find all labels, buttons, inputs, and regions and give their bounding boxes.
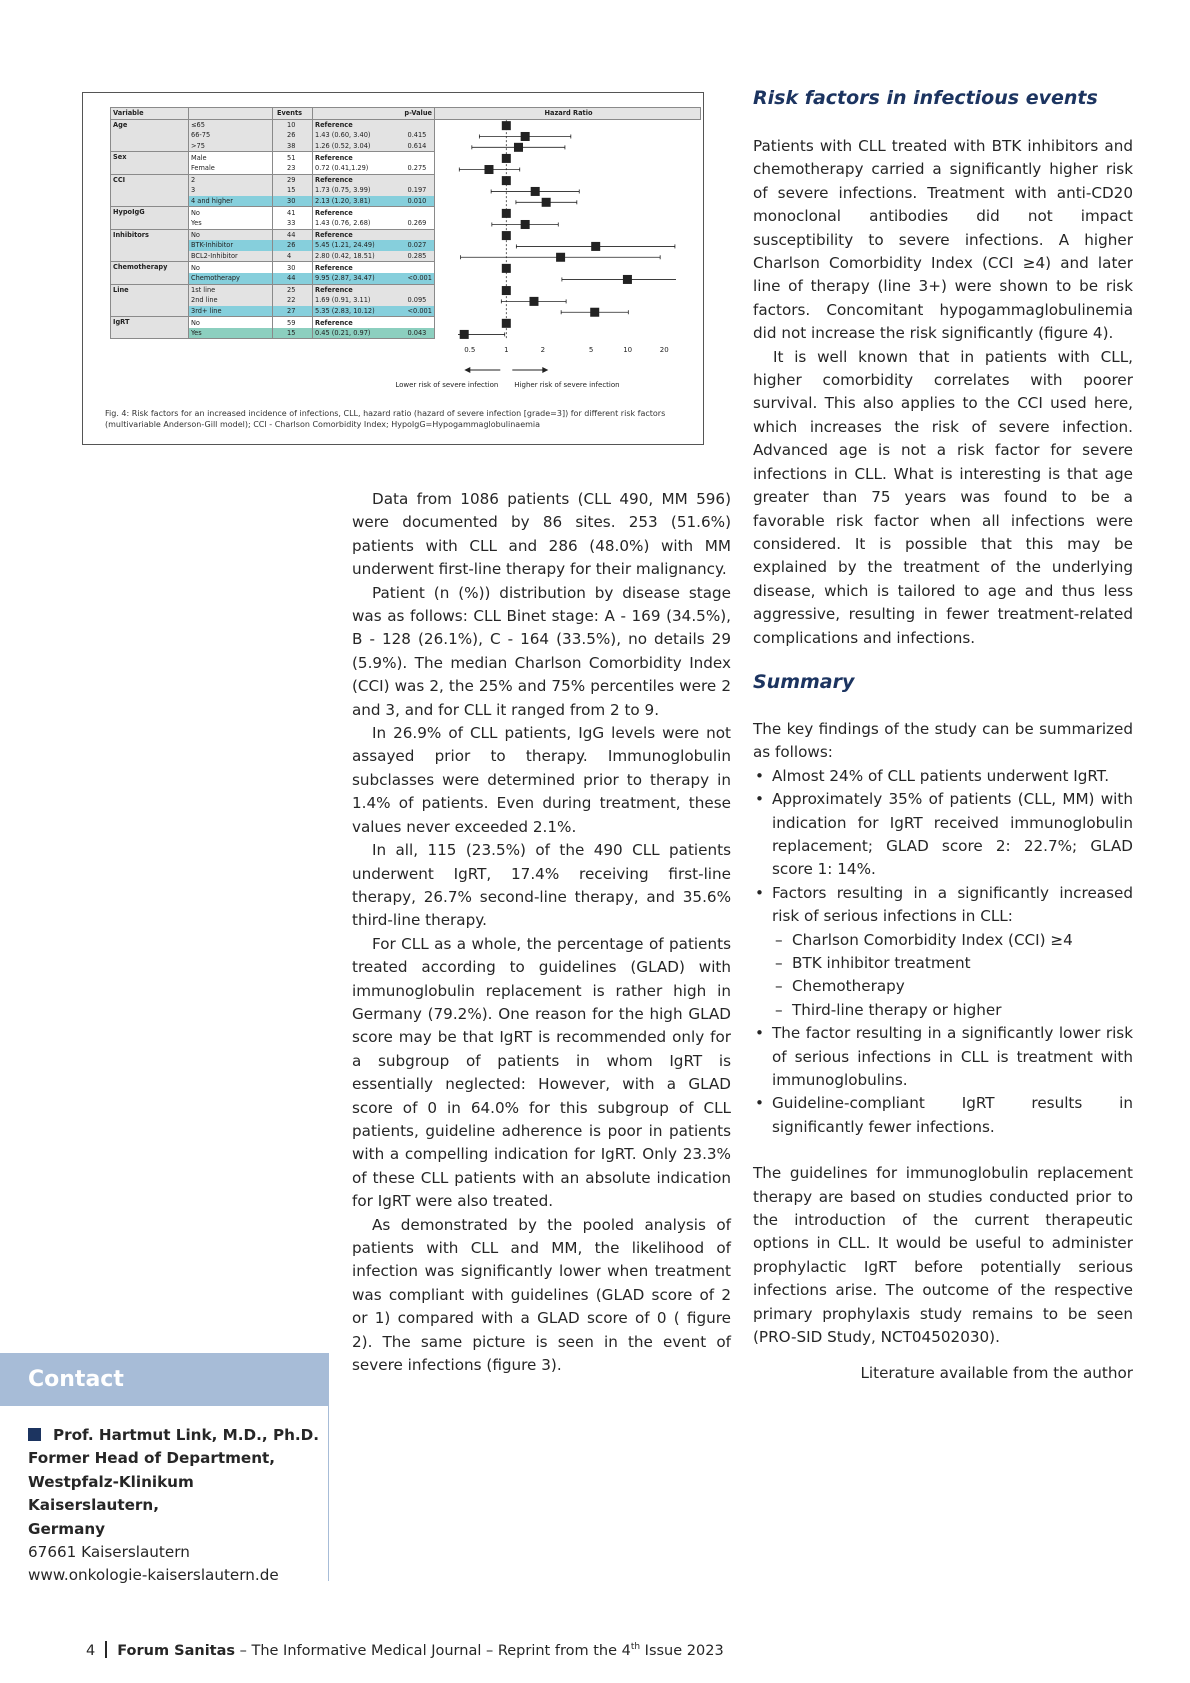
level-cell: 66-75 xyxy=(189,130,273,141)
level-cell: 2 xyxy=(189,174,273,185)
paragraph: As demonstrated by the pooled analysis of patients with CLL and MM, the likelihood of infection was significantly lower when treatment was compliant with guidelines (GLAD score of 2 or 1) compared with a GLAD score of 0 ( figure 2). The same picture is seen in the event of severe infections (figure 3). xyxy=(352,1215,731,1375)
footer-separator xyxy=(105,1641,107,1658)
axis-tick-label: 0.5 xyxy=(464,345,476,354)
estimate-cell: Reference xyxy=(315,208,353,217)
pvalue-cell: 0.197 xyxy=(400,185,435,196)
contact-heading: Contact xyxy=(0,1353,329,1406)
events-cell: 4 xyxy=(273,251,313,262)
level-cell: No xyxy=(191,263,200,272)
level-cell: No xyxy=(191,208,200,217)
variable-cell: Inhibitors xyxy=(111,229,189,262)
variable-cell: Age xyxy=(111,119,189,152)
hazard-ratio-marker xyxy=(514,143,523,152)
footer-tagline-a: – The Informative Medical Journal – Reprint from the 4 xyxy=(235,1643,631,1659)
events-cell: 44 xyxy=(273,273,313,284)
hazard-ratio-marker xyxy=(502,209,511,218)
sub-list-item: – Charlson Comorbidity Index (CCI) ≥4 xyxy=(753,929,1133,952)
paragraph: For CLL as a whole, the percentage of patients treated according to guidelines (GLAD) with immunoglobulin replacement is rather high in Germany (79.2%). One reason for the high GLAD score may be that IgRT is recommended only for a subgroup of patients in whom IgRT is essentially neglected: However, with a GLAD score of 0 in 64.0% for this subgroup of CLL patients, guideline adherence is poor in patients with a compelling indication for IgRT. Only 23.3% of these CLL patients with an absolute indication for IgRT were also treated. xyxy=(352,934,731,1211)
estimate-cell: 1.43 (0.76, 2.68) xyxy=(313,218,400,229)
level-cell: >75 xyxy=(189,141,273,152)
sub-list-item: – BTK inhibitor treatment xyxy=(753,952,1133,975)
hazard-ratio-marker xyxy=(542,198,551,207)
level-cell: BTK-Inhibitor xyxy=(189,240,273,251)
journal-name: Forum Sanitas xyxy=(117,1643,236,1659)
events-cell: 59 xyxy=(273,317,313,328)
events-cell: 22 xyxy=(273,295,313,306)
contact-divider xyxy=(328,1406,329,1581)
pvalue-cell: 0.010 xyxy=(400,196,435,207)
estimate-cell: Reference xyxy=(313,229,400,240)
level-cell: Yes xyxy=(189,218,273,229)
hazard-ratio-marker xyxy=(502,264,511,273)
hazard-ratio-marker xyxy=(502,121,511,130)
level-cell: BCL2-Inhibitor xyxy=(189,251,273,262)
right-column xyxy=(753,87,1133,1385)
estimate-cell: Reference xyxy=(313,174,400,185)
level-cell: 2nd line xyxy=(189,295,273,306)
level-cell: Female xyxy=(189,163,273,174)
pvalue-cell: 0.027 xyxy=(400,240,435,251)
contact-website[interactable]: www.onkologie-kaiserslautern.de xyxy=(28,1566,279,1585)
contact-organization: Westpfalz-Klinikum Kaiserslautern, xyxy=(28,1472,194,1515)
pvalue-cell: 0.269 xyxy=(400,218,435,229)
pvalue-cell: 0.285 xyxy=(400,251,435,262)
pvalue-cell: 0.043 xyxy=(400,328,435,339)
level-cell: No xyxy=(189,229,273,240)
list-item: • Approximately 35% of patients (CLL, MM) with indication for IgRT received immunoglobulin replacement; GLAD score 2: 22.7%; GLAD score 1: 14%. xyxy=(753,788,1133,882)
hazard-ratio-marker xyxy=(521,132,530,141)
level-cell: 4 and higher xyxy=(189,196,273,207)
variable-cell: HypoIgG xyxy=(111,207,189,229)
estimate-cell: Reference xyxy=(313,119,400,130)
square-bullet-icon xyxy=(28,1428,41,1441)
page-footer xyxy=(86,1641,724,1659)
events-cell: 38 xyxy=(273,141,313,152)
estimate-cell: 5.45 (1.21, 24.49) xyxy=(313,240,400,251)
middle-column xyxy=(352,488,731,1377)
hazard-ratio-marker xyxy=(591,242,600,251)
hazard-ratio-marker xyxy=(484,165,493,174)
estimate-cell: 1.73 (0.75, 3.99) xyxy=(313,185,400,196)
pvalue-cell: <0.001 xyxy=(400,273,435,284)
estimate-cell: 5.35 (2.83, 10.12) xyxy=(313,306,400,317)
variable-cell: Chemotherapy xyxy=(111,262,189,284)
higher-risk-label: Higher risk of severe infection xyxy=(514,380,620,389)
hazard-ratio-marker xyxy=(531,187,540,196)
header-variable: Variable xyxy=(111,108,189,120)
level-cell: 3 xyxy=(189,185,273,196)
paragraph: The guidelines for immunoglobulin replacement therapy are based on studies conducted prior to the introduction of the current therapeutic options in CLL. It would be useful to administer prophylactic IgRT before potentially serious infections arise. The outcome of the respective primary prophylaxis study remains to be seen (PRO-SID Study, NCT04502030). xyxy=(753,1164,1133,1347)
pvalue-cell: 0.275 xyxy=(400,163,435,174)
events-cell: 10 xyxy=(273,119,313,130)
level-cell: No xyxy=(191,318,200,327)
estimate-cell: 2.13 (1.20, 3.81) xyxy=(313,196,400,207)
pvalue-cell: 0.415 xyxy=(400,130,435,141)
paragraph: In 26.9% of CLL patients, IgG levels were not assayed prior to therapy. Immunoglobulin subclasses were determined prior to therapy in 1.4% of patients. Even during treatment, these values never exceeded 2.1%. xyxy=(352,724,731,836)
level-cell: Chemotherapy xyxy=(189,273,273,284)
estimate-cell: 9.95 (2.87, 34.47) xyxy=(313,273,400,284)
hazard-ratio-marker xyxy=(502,231,511,240)
level-cell: 3rd+ line xyxy=(189,306,273,317)
heading-summary: Summary xyxy=(753,670,855,693)
hazard-ratio-marker xyxy=(460,330,469,339)
estimate-cell: 0.45 (0.21, 0.97) xyxy=(313,328,400,339)
sub-list-item: – Third-line therapy or higher xyxy=(753,999,1133,1022)
hazard-ratio-marker xyxy=(502,176,511,185)
contact-box xyxy=(28,1424,328,1588)
events-cell: 26 xyxy=(273,240,313,251)
events-cell: 30 xyxy=(273,196,313,207)
summary-list xyxy=(753,765,1133,1140)
hazard-ratio-marker xyxy=(502,286,511,295)
paragraph: Data from 1086 patients (CLL 490, MM 596) were documented by 86 sites. 253 (51.6%) patients with CLL and 286 (48.0%) with MM underwent first-line therapy for their malignancy. xyxy=(352,490,731,579)
estimate-cell: 1.69 (0.91, 3.11) xyxy=(313,295,400,306)
estimate-cell: Reference xyxy=(315,153,353,162)
variable-cell: Line xyxy=(111,284,189,317)
paragraph: The key findings of the study can be summarized as follows: xyxy=(753,719,1133,762)
events-cell: 30 xyxy=(273,262,313,273)
contact-country: Germany xyxy=(28,1519,106,1538)
events-cell: 29 xyxy=(273,174,313,185)
hazard-ratio-marker xyxy=(521,220,530,229)
level-cell: Yes xyxy=(189,328,273,339)
estimate-cell: Reference xyxy=(313,284,400,295)
events-cell: 26 xyxy=(273,130,313,141)
events-cell: 41 xyxy=(273,207,313,218)
hazard-ratio-marker xyxy=(590,308,599,317)
pvalue-cell: 0.614 xyxy=(400,141,435,152)
paragraph: In all, 115 (23.5%) of the 490 CLL patients underwent IgRT, 17.4% receiving first-line therapy, 26.7% second-line therapy, and 35.6% third-line therapy. xyxy=(352,841,731,930)
variable-cell: IgRT xyxy=(111,317,189,339)
level-cell: 1st line xyxy=(189,284,273,295)
heading-risk-factors: Risk factors in infectious events xyxy=(753,87,1098,109)
estimate-cell: 2.80 (0.42, 18.51) xyxy=(313,251,400,262)
list-item: • Factors resulting in a significantly increased risk of serious infections in CLL: xyxy=(753,882,1133,929)
higher-risk-arrowhead xyxy=(542,367,548,373)
forest-plot xyxy=(83,93,705,393)
lower-risk-arrowhead xyxy=(464,367,470,373)
hazard-ratio-marker xyxy=(556,253,565,262)
footer-superscript: th xyxy=(630,1642,641,1653)
estimate-cell: 1.26 (0.52, 3.04) xyxy=(313,141,400,152)
pvalue-cell: <0.001 xyxy=(400,306,435,317)
events-cell: 23 xyxy=(273,163,313,174)
estimate-cell: 1.43 (0.60, 3.40) xyxy=(313,130,400,141)
axis-tick-label: 10 xyxy=(623,345,633,354)
axis-tick-label: 2 xyxy=(540,345,546,354)
axis-tick-label: 5 xyxy=(588,345,594,354)
sub-list-item: – Chemotherapy xyxy=(753,975,1133,998)
lower-risk-label: Lower risk of severe infection xyxy=(395,380,499,389)
footer-tagline-b: Issue 2023 xyxy=(640,1643,724,1659)
hazard-ratio-marker xyxy=(529,297,538,306)
events-cell: 44 xyxy=(273,229,313,240)
figure-4 xyxy=(82,92,704,445)
list-item: • Almost 24% of CLL patients underwent IgRT. xyxy=(753,765,1133,788)
events-cell: 15 xyxy=(273,185,313,196)
events-cell: 51 xyxy=(273,152,313,163)
paragraph: Patients with CLL treated with BTK inhibitors and chemotherapy carried a significantly higher risk of severe infections. Treatment with anti-CD20 monoclonal antibodies did not impact susceptibility to severe infections. A higher Charlson Comorbidity Index (CCI ≥4) and later line of therapy (line 3+) were shown to be risk factors. Concomitant hypogammaglobulinemia did not increase the risk significantly (figure 4). xyxy=(753,137,1133,343)
hazard-ratio-marker xyxy=(502,319,511,328)
events-cell: 27 xyxy=(273,306,313,317)
list-item: • The factor resulting in a significantly lower risk of serious infections in CLL is treatment with immunoglobulins. xyxy=(753,1022,1133,1092)
estimate-cell: 0.72 (0.41,1.29) xyxy=(313,163,400,174)
literature-note: Literature available from the author xyxy=(860,1363,1133,1382)
hazard-ratio-marker xyxy=(502,154,511,163)
list-item: • Guideline-compliant IgRT results in significantly fewer infections. xyxy=(753,1092,1133,1139)
axis-tick-label: 1 xyxy=(504,345,509,354)
contact-name: Prof. Hartmut Link, M.D., Ph.D. xyxy=(53,1426,320,1444)
events-cell: 15 xyxy=(273,328,313,339)
level-cell: Male xyxy=(191,153,207,162)
header-hazard-ratio: Hazard Ratio xyxy=(435,108,701,120)
paragraph: It is well known that in patients with CLL, higher comorbidity correlates with poorer survival. This also applies to the CCI used here, which increases the risk of severe infection. Advanced age is not a risk factor for severe infections in CLL. What is interesting is that age greater than 75 years was found to be a favorable risk factor when all infections were considered. It is possible that this may be explained by the treatment of the underlying disease, which is tailored to age and thus less aggressive, resulting in fewer treatment-related complications and infections. xyxy=(753,347,1133,647)
events-cell: 33 xyxy=(273,218,313,229)
axis-tick-label: 20 xyxy=(659,345,669,354)
figure-caption: Fig. 4: Risk factors for an increased incidence of infections, CLL, hazard ratio (hazard of severe infection [grade=3]) for different risk factors (multivariable Anderson-Gill model); CCI - Charlson Comorbidity Index; HypoIgG=Hypogammaglobulinaemia xyxy=(105,409,666,429)
page-number: 4 xyxy=(86,1643,96,1659)
header-pvalue: p-Value xyxy=(400,108,435,120)
paragraph: Patient (n (%)) distribution by disease stage was as follows: CLL Binet stage: A - 169 (34.5%), B - 128 (26.1%), C - 164 (33.5%), no details 29 (5.9%). The median Charlson Comorbidity Index (CCI) was 2, the 25% and 75% percentiles were 2 and 3, and for CLL it ranged from 2 to 9. xyxy=(352,583,731,719)
events-cell: 25 xyxy=(273,284,313,295)
pvalue-cell: 0.095 xyxy=(400,295,435,306)
estimate-cell: Reference xyxy=(315,263,353,272)
variable-cell: Sex xyxy=(111,152,189,174)
variable-cell: CCI xyxy=(111,174,189,207)
header-events: Events xyxy=(273,108,313,120)
estimate-cell: Reference xyxy=(315,318,353,327)
level-cell: ≤65 xyxy=(189,119,273,130)
contact-role: Former Head of Department, xyxy=(28,1449,276,1468)
contact-city: 67661 Kaiserslautern xyxy=(28,1543,190,1562)
hazard-ratio-marker xyxy=(623,275,632,284)
